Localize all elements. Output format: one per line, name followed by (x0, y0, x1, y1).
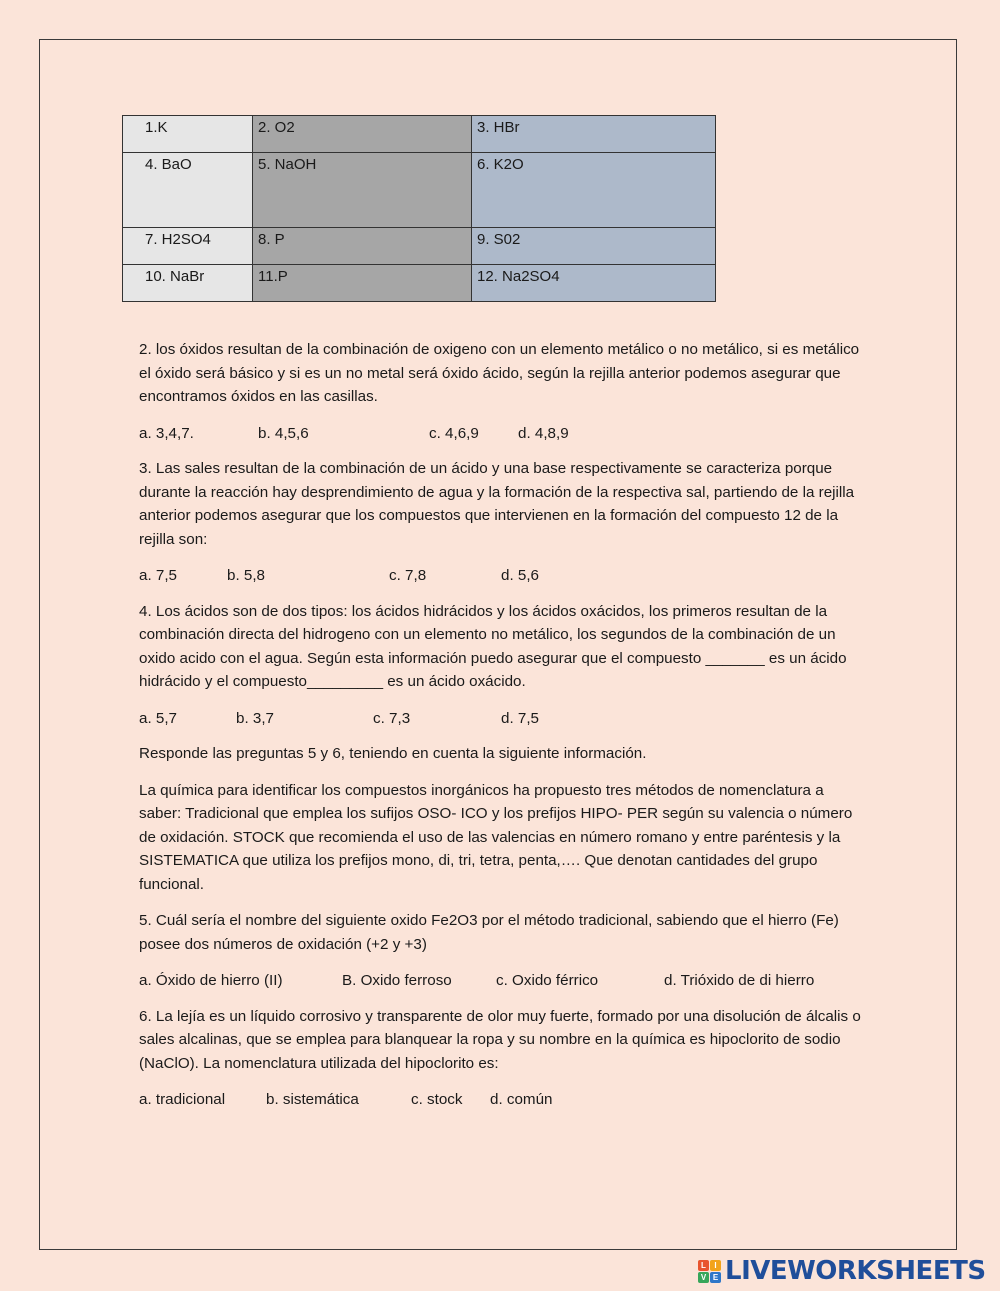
instructions: Responde las preguntas 5 y 6, teniendo en cuenta la siguiente información. (139, 745, 647, 762)
option-a: a. Óxido de hierro (II) (139, 972, 283, 989)
question-3-options (139, 564, 869, 588)
option-d: d. Trióxido de di hierro (664, 972, 815, 989)
question-2-text: 2. los óxidos resultan de la combinación de oxigeno con un elemento metálico o no metálico, si es metálico el óxido será básico y si es un no metal será óxido ácido, según la rejilla anterior podemos asegurar que encontramos óxidos en las casillas. (139, 341, 860, 405)
option-c: c. stock (411, 1091, 463, 1108)
question-6-options (139, 1088, 869, 1112)
grid-cell: 7. H2SO4 (123, 228, 253, 265)
grid-cell: 11.P (253, 265, 472, 302)
logo-text: LIVEWORKSHEETS (725, 1256, 986, 1286)
question-5-text: 5. Cuál sería el nombre del siguiente oxido Fe2O3 por el método tradicional, sabiendo que el hierro (Fe) posee dos números de oxidación (+2 y +3) (139, 912, 839, 953)
option-d: d. 7,5 (501, 709, 539, 727)
liveworksheets-icon (698, 1260, 721, 1283)
grid-cell: 9. S02 (472, 228, 716, 265)
option-d: d. 5,6 (501, 567, 539, 584)
question-5-options (139, 969, 869, 993)
nomenclature-info: La química para identificar los compuestos inorgánicos ha propuesto tres métodos de nomenclatura a saber: Tradicional que emplea los sufijos OSO- ICO y los prefijos HIPO- PER según su valencia o número de oxidación. STOCK que recomienda el uso de las valencias en número romano y entre paréntesis y la SISTEMATICA que utiliza los prefijos mono, di, tri, tetra, penta,…. Que denotan cantidades del grupo funcional. (139, 781, 853, 893)
grid-cell: 8. P (253, 228, 472, 265)
question-4-options (139, 707, 869, 731)
grid-cell: 10. NaBr (123, 265, 253, 302)
option-a: a. 7,5 (139, 567, 177, 584)
question-6-text: 6. La lejía es un líquido corrosivo y transparente de olor muy fuerte, formado por una disolución de álcalis o sales alcalinas, que se emplea para blanquear la ropa y su nombre en la química es hipoclorito de sodio (NaClO). La nomenclatura utilizada del hipoclorito es: (139, 1007, 861, 1072)
grid-cell: 2. O2 (253, 116, 472, 153)
table-row (123, 153, 716, 228)
liveworksheets-logo[interactable] (698, 1256, 986, 1286)
option-c: c. 7,3 (373, 709, 411, 727)
logo-letter: V (698, 1272, 709, 1283)
option-b: b. 3,7 (236, 709, 274, 727)
option-d: d. 4,8,9 (518, 424, 569, 442)
question-4-text: 4. Los ácidos son de dos tipos: los ácidos hidrácidos y los ácidos oxácidos, los primeros resultan de la combinación directa del hidrogeno con un elemento no metálico, los segundos de la combinación de un oxido acido con el agua. Según esta información puedo asegurar que el compuesto _______ es un ácido hidrácido y el compuesto_________ es un ácido oxácido. (139, 602, 847, 690)
option-b: b. 5,8 (227, 567, 265, 584)
compound-grid (122, 115, 716, 302)
logo-letter: L (698, 1260, 709, 1271)
table-row (123, 116, 716, 153)
question-2-options (139, 422, 869, 446)
logo-letter: I (710, 1260, 721, 1271)
grid-cell: 6. K2O (472, 153, 716, 228)
option-b: B. Oxido ferroso (342, 972, 452, 989)
option-a: a. 3,4,7. (139, 424, 194, 442)
option-c: c. 4,6,9 (429, 424, 479, 442)
grid-cell: 1.K (123, 116, 253, 153)
option-b: b. 4,5,6 (258, 424, 309, 442)
grid-cell: 5. NaOH (253, 153, 472, 228)
table-row (123, 228, 716, 265)
option-a: a. 5,7 (139, 709, 177, 727)
option-b: b. sistemática (266, 1091, 359, 1108)
grid-cell: 4. BaO (123, 153, 253, 228)
option-a: a. tradicional (139, 1091, 226, 1108)
option-d: d. común (490, 1091, 553, 1108)
table-row (123, 265, 716, 302)
logo-letter: E (710, 1272, 721, 1283)
option-c: c. Oxido férrico (496, 972, 599, 989)
option-c: c. 7,8 (389, 567, 427, 584)
grid-cell: 3. HBr (472, 116, 716, 153)
questions (139, 338, 869, 1124)
question-3-text: 3. Las sales resultan de la combinación de un ácido y una base respectivamente se caracteriza porque durante la reacción hay desprendimiento de agua y la formación de la respectiva sal, partiendo de la rejilla anterior podemos asegurar que los compuestos que intervienen en la formación del compuesto 12 de la rejilla son: (139, 460, 855, 548)
grid-cell: 12. Na2SO4 (472, 265, 716, 302)
